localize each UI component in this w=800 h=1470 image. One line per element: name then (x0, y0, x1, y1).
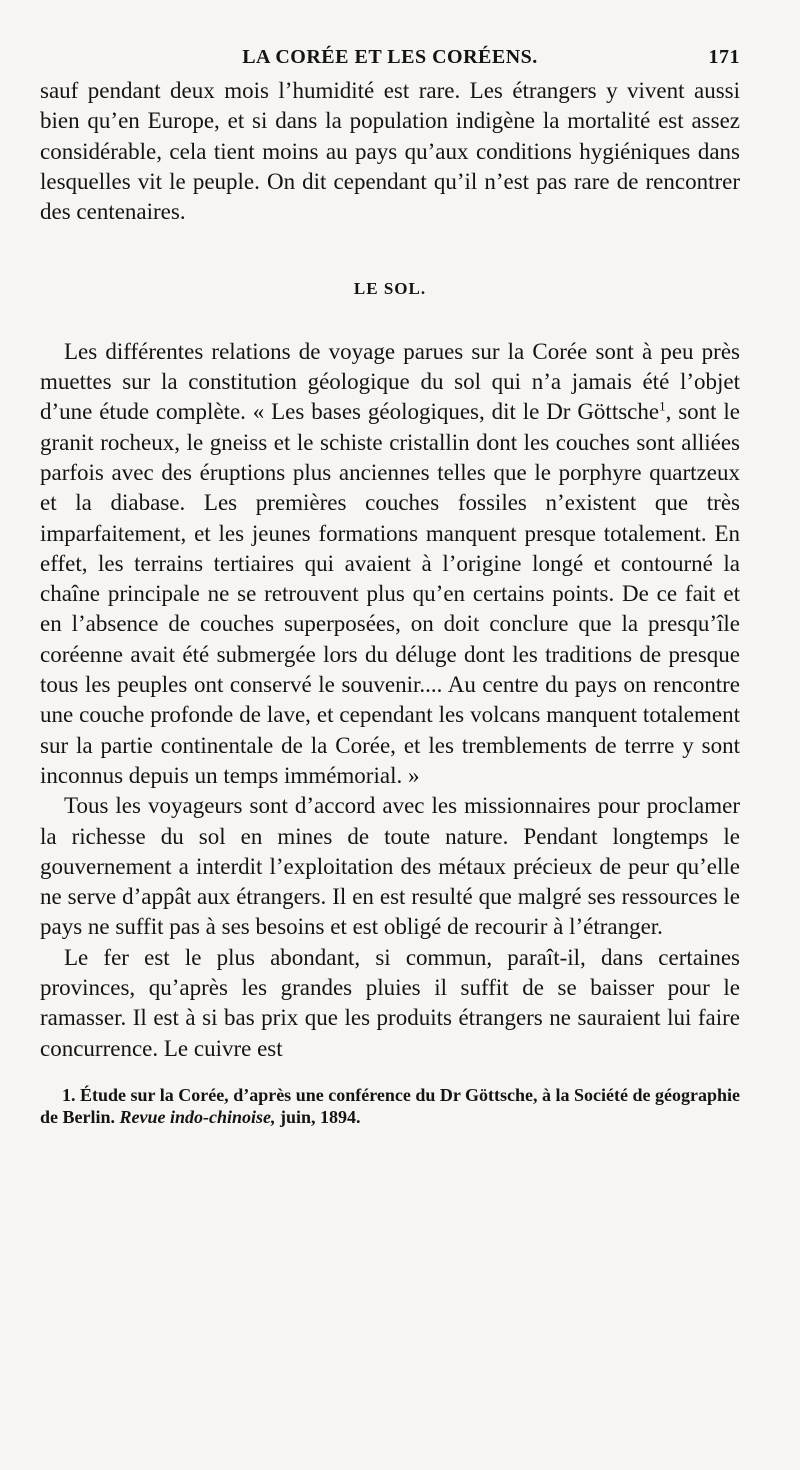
paragraph-humidity: sauf pendant deux mois l’humidité est rare. Les étrangers y vivent aussi bien qu’en Europe, et si dans la population indigène la mortalité est assez considérable, cela tient moins au pays qu’aux conditions hygiéniques dans lesquelles vit le peuple. On dit cependant qu’il n’est pas rare de rencontrer des centenaires. (40, 78, 740, 225)
section-title: LE SOL. (353, 279, 427, 299)
paragraph-iron: Le fer est le plus abondant, si commun, paraît-il, dans certaines provinces, qu’après les grandes pluies il suffit de se baisser pour le ramasser. Il est à si bas prix que les produits étrangers ne sauraient lui faire concurrence. Le cuivre est (40, 944, 740, 1061)
footnote-date: juin, 1894. (280, 1106, 361, 1127)
paragraph-geology-text-2: , sont le granit rocheux, le gneiss et le schiste cristallin dont les couches sont alliées parfois avec des éruptions plus anciennes telles que le porphyre quartzeux et la diabase. Les premières couches fossiles n’existent que très imparfaitement, et les jeunes formations manquent presque totalement. En effet, les terrains tertiaires qui avaient à l’origine longé et contourné la chaîne principale ne se retrouvent plus qu’en certains points. De ce fait et en l’absence de couches superposées, on doit conclure que la presqu’île coréenne avait été submergée lors du déluge dont les traditions de presque tous les peuples ont conservé le souvenir.... Au centre du pays on rencontre une couche profonde de lave, et cependant les volcans manquent totalement sur la partie continentale de la Corée, et les tremblements de terrre y sont inconnus depuis un temps immémorial. » (40, 399, 740, 788)
body-text (40, 76, 740, 1064)
running-head (40, 46, 740, 76)
footnote-journal: Revue indo-chinoise, (119, 1106, 276, 1127)
page-number: 171 (708, 46, 740, 68)
footnote-reference: 1 (659, 398, 666, 414)
book-page (40, 46, 740, 1128)
paragraph-geology (40, 337, 740, 791)
footnote-text: Étude sur la Corée, d’après une conférence du Dr Göttsche, à la Société de géographie de Berlin. (40, 1084, 741, 1127)
footnote (40, 1084, 740, 1128)
paragraph-geology-text-1: Les différentes relations de voyage parues sur la Corée sont à peu près muettes sur la constitution géologique du sol qui n’a jamais été l’objet d’une étude complète. « Les bases géologiques, dit le Dr Göttsche (40, 338, 740, 425)
footnote-number: 1. (62, 1084, 76, 1105)
running-title: LA CORÉE ET LES CORÉENS. (242, 46, 538, 68)
paragraph-mines: Tous les voyageurs sont d’accord avec les missionnaires pour proclamer la richesse du sol en mines de toute nature. Pendant longtemps le gouvernement a interdit l’exploitation des métaux précieux de peur qu’elle ne serve d’appât aux étrangers. Il en est resulté que malgré ses ressources le pays ne suffit pas à ses besoins et est obligé de recourir à l’étranger. (40, 793, 740, 940)
